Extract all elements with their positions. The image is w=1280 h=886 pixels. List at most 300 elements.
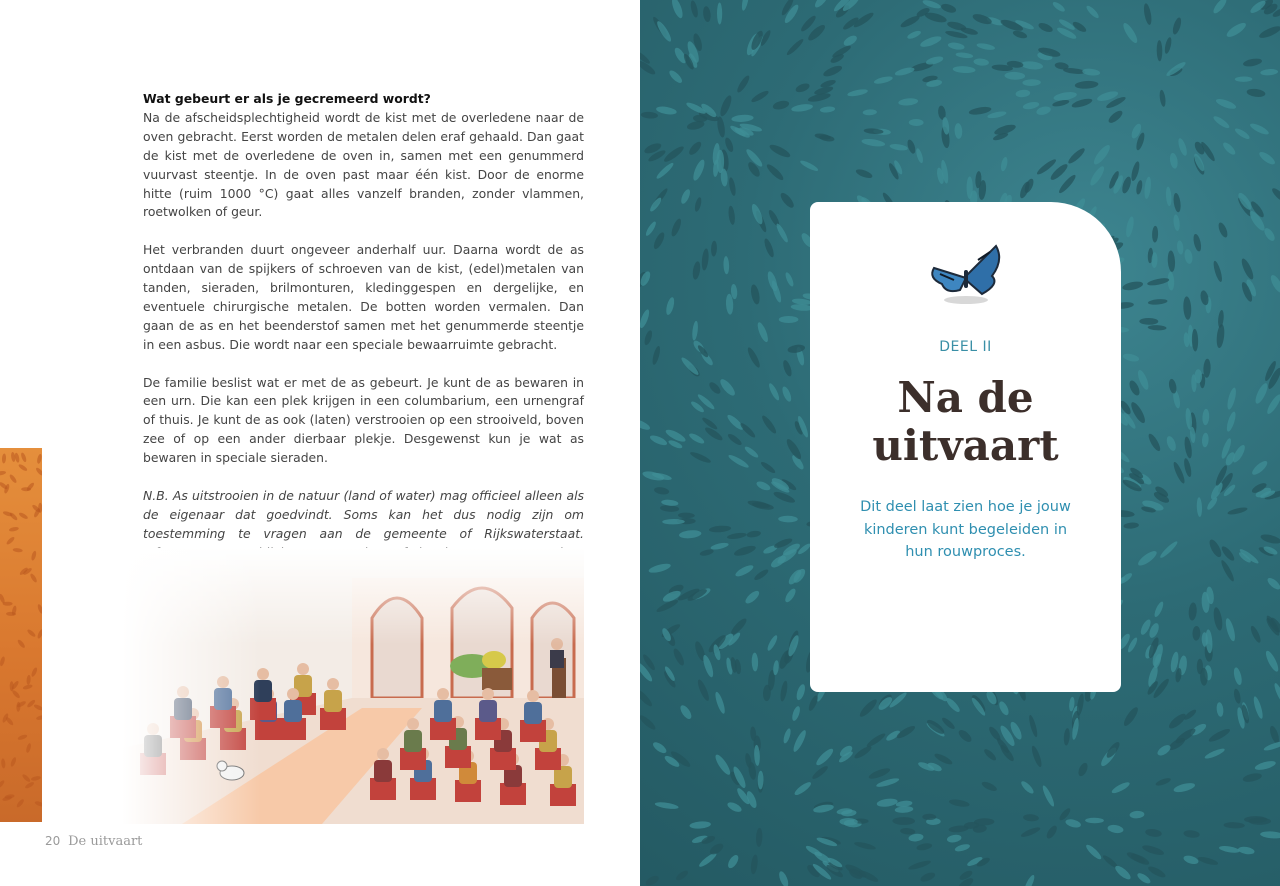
pattern-leaf	[701, 248, 710, 271]
pattern-leaf	[735, 74, 751, 94]
pattern-leaf	[640, 687, 654, 708]
pattern-leaf	[1215, 97, 1237, 111]
body-text	[143, 90, 584, 600]
pattern-leaf	[655, 20, 673, 44]
pattern-leaf	[813, 0, 831, 9]
pattern-leaf	[783, 587, 797, 604]
pattern-leaf	[644, 874, 660, 886]
pattern-leaf	[782, 728, 792, 745]
pattern-leaf	[919, 34, 943, 49]
pattern-leaf	[1155, 777, 1172, 788]
pattern-leaf	[1136, 871, 1152, 885]
pattern-leaf	[1157, 40, 1163, 61]
pattern-leaf	[741, 0, 750, 11]
pattern-leaf	[906, 29, 922, 40]
pattern-leaf	[760, 460, 777, 474]
pattern-leaf	[672, 647, 686, 667]
pattern-leaf	[1165, 435, 1178, 452]
pattern-leaf	[1174, 726, 1198, 745]
pattern-leaf	[750, 854, 759, 874]
butterfly-icon	[926, 240, 1006, 310]
pattern-leaf	[648, 196, 663, 213]
pattern-leaf	[640, 713, 657, 731]
pattern-leaf	[36, 629, 42, 640]
pattern-leaf	[795, 683, 807, 701]
pattern-leaf	[760, 414, 778, 435]
pattern-leaf	[25, 743, 32, 754]
pattern-leaf	[1212, 260, 1224, 283]
pattern-leaf	[26, 628, 36, 638]
pattern-leaf	[33, 703, 42, 711]
pattern-leaf	[16, 798, 25, 808]
pattern-leaf	[1234, 127, 1251, 141]
pattern-leaf	[1270, 186, 1280, 203]
pattern-leaf	[1192, 329, 1199, 352]
pattern-leaf	[713, 753, 732, 777]
pattern-leaf	[640, 270, 652, 287]
pattern-leaf	[680, 356, 701, 377]
pattern-leaf	[1127, 379, 1141, 397]
pattern-leaf	[955, 52, 973, 59]
pattern-leaf	[1252, 696, 1264, 720]
pattern-leaf	[919, 871, 936, 884]
pattern-leaf	[734, 563, 755, 578]
pattern-leaf	[1196, 497, 1202, 517]
pattern-leaf	[1159, 90, 1167, 108]
pattern-leaf	[9, 526, 20, 532]
pattern-leaf	[1147, 864, 1167, 879]
pattern-leaf	[1225, 20, 1248, 39]
pattern-leaf	[791, 103, 814, 113]
pattern-leaf	[968, 106, 992, 117]
pattern-leaf	[651, 740, 668, 755]
pattern-leaf	[1176, 240, 1184, 255]
pattern-leaf	[1169, 152, 1179, 169]
pattern-leaf	[1022, 101, 1040, 111]
pattern-leaf	[967, 176, 973, 199]
pattern-leaf	[1123, 522, 1139, 529]
pattern-leaf	[756, 321, 770, 343]
pattern-leaf	[781, 385, 793, 402]
pattern-leaf	[1113, 864, 1132, 882]
pattern-leaf	[954, 843, 971, 853]
pattern-leaf	[1165, 186, 1172, 206]
pattern-leaf	[1019, 779, 1035, 795]
pattern-leaf	[1091, 143, 1112, 167]
pattern-leaf	[1249, 122, 1270, 137]
pattern-leaf	[670, 0, 685, 19]
pattern-leaf	[640, 308, 651, 329]
pattern-leaf	[793, 780, 813, 797]
pattern-leaf	[688, 432, 706, 446]
pattern-leaf	[726, 432, 743, 447]
pattern-leaf	[1212, 607, 1224, 632]
pattern-leaf	[0, 470, 6, 476]
pattern-leaf	[731, 114, 754, 123]
pattern-leaf	[908, 859, 932, 871]
pattern-leaf	[644, 220, 657, 237]
pattern-leaf	[787, 344, 806, 355]
chapter-title-line-1: Na de	[897, 373, 1034, 422]
pattern-leaf	[763, 237, 776, 258]
pattern-leaf	[1217, 221, 1229, 238]
pattern-leaf	[727, 532, 747, 540]
pattern-leaf	[739, 421, 757, 439]
pattern-leaf	[1023, 814, 1039, 822]
pattern-leaf	[756, 828, 763, 847]
pattern-leaf	[26, 675, 31, 685]
pattern-leaf	[1051, 0, 1066, 13]
pattern-leaf	[1110, 780, 1131, 795]
pattern-leaf	[799, 159, 819, 173]
pattern-leaf	[915, 148, 924, 164]
pattern-leaf	[1057, 173, 1077, 195]
pattern-leaf	[1167, 711, 1188, 731]
pattern-leaf	[718, 94, 733, 118]
pattern-leaf	[1264, 649, 1280, 673]
pattern-leaf	[1183, 296, 1192, 320]
pattern-leaf	[1172, 193, 1181, 213]
pattern-leaf	[779, 680, 789, 702]
pattern-leaf	[777, 870, 790, 886]
pattern-leaf	[1197, 855, 1219, 866]
pattern-leaf	[749, 284, 761, 305]
pattern-leaf	[858, 697, 879, 719]
pattern-leaf	[1125, 216, 1136, 238]
pattern-leaf	[854, 841, 877, 852]
pattern-leaf	[714, 691, 727, 715]
pattern-leaf	[766, 634, 779, 652]
page-number: 20	[45, 834, 61, 848]
pattern-leaf	[1204, 747, 1226, 760]
pattern-leaf	[648, 562, 672, 575]
pattern-leaf	[0, 656, 6, 667]
pattern-leaf	[957, 728, 974, 744]
pattern-leaf	[1253, 382, 1270, 405]
pattern-leaf	[855, 168, 874, 180]
pattern-leaf	[1173, 781, 1196, 794]
pattern-leaf	[1020, 826, 1041, 839]
pattern-leaf	[696, 678, 711, 702]
page-footer	[45, 834, 142, 849]
pattern-leaf	[839, 818, 858, 826]
pattern-leaf	[1041, 784, 1056, 807]
pattern-leaf	[1250, 459, 1269, 477]
pattern-leaf	[898, 97, 918, 106]
pattern-leaf	[1129, 810, 1144, 818]
pattern-leaf	[954, 123, 963, 139]
pattern-leaf	[1258, 24, 1280, 40]
pattern-leaf	[1148, 298, 1168, 305]
pattern-leaf	[750, 89, 770, 104]
pattern-leaf	[1152, 226, 1159, 243]
pattern-leaf	[997, 700, 1010, 717]
pattern-leaf	[710, 542, 729, 551]
pattern-leaf	[1260, 68, 1278, 75]
pattern-leaf	[1242, 57, 1262, 67]
pattern-leaf	[973, 58, 989, 66]
pattern-leaf	[753, 568, 770, 582]
pattern-leaf	[1257, 150, 1276, 167]
chapter-card	[810, 202, 1121, 692]
pattern-leaf	[784, 271, 795, 287]
pattern-leaf	[743, 445, 759, 459]
pattern-leaf	[31, 775, 42, 781]
pattern-leaf	[971, 12, 993, 26]
pattern-leaf	[30, 550, 37, 561]
chapter-subtitle: Dit deel laat zien hoe je jouw kinderen kunt begeleiden in hun rouwproces.	[860, 499, 1071, 560]
pattern-leaf	[1153, 600, 1165, 618]
paragraph-ash-processing: Het verbranden duurt ongeveer anderhalf uur. Daarna wordt de as ontdaan van de spijkers of schroeven van de kist, (edel)metalen van tanden, sieraden, brilmonturen, kledinggespen en dergelijke, en eventuele chirurgische metalen. De botten worden vermalen. Dan gaan de as en het beenderstof samen met het genummerde steentje in een asbus. Die wordt naar een speciale bewaarruimte gebracht.	[143, 242, 584, 352]
pattern-leaf	[662, 144, 685, 164]
pattern-leaf	[655, 161, 675, 180]
pattern-leaf	[711, 241, 718, 257]
pattern-leaf	[909, 119, 924, 126]
pattern-leaf	[1246, 88, 1266, 98]
pattern-leaf	[1224, 617, 1237, 642]
pattern-leaf	[814, 747, 835, 768]
pattern-leaf	[679, 188, 691, 205]
pattern-leaf	[692, 261, 702, 280]
pattern-leaf	[916, 842, 933, 851]
pattern-leaf	[707, 380, 722, 395]
pattern-leaf	[1122, 705, 1141, 727]
right-page	[640, 0, 1280, 886]
pattern-leaf	[1266, 576, 1280, 591]
pattern-leaf	[863, 109, 877, 116]
pattern-leaf	[1183, 829, 1200, 838]
pattern-leaf	[34, 800, 42, 807]
pattern-leaf	[24, 781, 35, 790]
pattern-leaf	[1220, 545, 1236, 563]
pattern-leaf	[775, 222, 790, 243]
pattern-leaf	[1030, 745, 1043, 768]
pattern-leaf	[768, 142, 792, 159]
pattern-leaf	[889, 143, 908, 152]
paragraph-ash-options: De familie beslist wat er met de as gebeurt. Je kunt de as bewaren in een urn. Die kan een plek krijgen in een columbarium, een urnengraf of thuis. Je kunt de as ook (laten) verstrooien op een strooiveld, boven zee of op een ander dierbaar plekje. Desgewenst kun je wat as bewaren in speciale sieraden.	[143, 374, 584, 466]
pattern-leaf	[3, 602, 13, 606]
pattern-leaf	[651, 345, 661, 365]
pattern-leaf	[1242, 772, 1263, 784]
pattern-leaf	[1130, 161, 1141, 182]
pattern-leaf	[949, 798, 971, 808]
chapter-title-line-2: uitvaart	[872, 421, 1059, 470]
pattern-leaf	[1141, 843, 1165, 856]
pattern-leaf	[1224, 822, 1245, 829]
pattern-leaf	[1183, 854, 1200, 866]
pattern-leaf	[794, 82, 810, 94]
pattern-leaf	[640, 418, 651, 432]
pattern-leaf	[1, 758, 6, 768]
pattern-leaf	[1221, 141, 1237, 157]
pattern-leaf	[1065, 818, 1082, 829]
pattern-leaf	[765, 162, 785, 182]
pattern-leaf	[1066, 146, 1086, 165]
pattern-leaf	[1088, 164, 1106, 187]
pattern-leaf	[868, 766, 892, 781]
pattern-leaf	[1184, 248, 1194, 264]
note-paragraph: N.B. As uitstrooien in de natuur (land of water) mag officieel alleen als de eigenaar dat goedvindt. Soms kan het dus nodig zijn om toestemming te vragen aan de gemeente of Rijkswaterstaat.	[143, 487, 584, 541]
pattern-leaf	[694, 197, 703, 213]
pattern-leaf	[947, 41, 965, 50]
pattern-leaf	[1167, 250, 1176, 272]
pattern-leaf	[1107, 824, 1124, 834]
pattern-leaf	[656, 105, 678, 116]
pattern-leaf	[847, 88, 868, 98]
pattern-leaf	[772, 490, 796, 505]
pattern-leaf	[1219, 559, 1235, 583]
pattern-leaf	[1188, 602, 1197, 621]
pattern-leaf	[1165, 60, 1187, 78]
pattern-leaf	[1147, 432, 1163, 452]
pattern-leaf	[1164, 37, 1173, 55]
pattern-leaf	[726, 853, 740, 870]
pattern-leaf	[1173, 214, 1181, 231]
pattern-leaf	[1035, 105, 1051, 116]
footer-section-title: De uitvaart	[68, 834, 143, 849]
pattern-leaf	[1107, 109, 1125, 125]
pattern-leaf	[755, 480, 771, 492]
pattern-leaf	[1063, 728, 1070, 746]
pattern-leaf	[36, 454, 42, 465]
pattern-leaf	[779, 316, 799, 323]
pattern-leaf	[876, 777, 900, 789]
pattern-leaf	[691, 321, 699, 341]
pattern-leaf	[665, 296, 676, 315]
pattern-leaf	[1045, 824, 1059, 840]
pattern-leaf	[1122, 352, 1140, 363]
pattern-leaf	[746, 346, 762, 369]
pattern-leaf	[18, 463, 29, 472]
pattern-leaf	[1021, 60, 1044, 70]
pattern-leaf	[1135, 180, 1143, 195]
pattern-leaf	[1167, 272, 1175, 291]
pattern-leaf	[976, 42, 995, 51]
pattern-leaf	[892, 817, 915, 825]
pattern-leaf	[1219, 845, 1241, 854]
pattern-leaf	[17, 639, 26, 649]
orange-pattern	[0, 448, 42, 822]
pattern-leaf	[899, 14, 921, 30]
pattern-leaf	[701, 654, 715, 678]
pattern-leaf	[679, 529, 702, 539]
pattern-leaf	[10, 757, 17, 768]
pattern-leaf	[1122, 280, 1144, 292]
pattern-leaf	[953, 66, 976, 74]
pattern-leaf	[1216, 702, 1224, 717]
pattern-leaf	[667, 69, 683, 85]
pattern-leaf	[1268, 725, 1280, 744]
pattern-leaf	[1022, 79, 1041, 86]
pattern-leaf	[778, 516, 798, 523]
pattern-leaf	[1265, 393, 1280, 416]
pattern-leaf	[1216, 324, 1226, 349]
pattern-leaf	[8, 474, 17, 484]
pattern-leaf	[1260, 533, 1280, 546]
pattern-leaf	[654, 486, 670, 495]
pattern-leaf	[699, 548, 714, 557]
pattern-leaf	[1207, 538, 1223, 559]
pattern-leaf	[678, 703, 693, 720]
pattern-leaf	[670, 217, 683, 237]
pattern-leaf	[983, 747, 998, 762]
pattern-leaf	[728, 205, 736, 225]
pattern-leaf	[675, 869, 690, 882]
pattern-leaf	[941, 716, 957, 731]
pattern-leaf	[1232, 667, 1243, 686]
pattern-leaf	[728, 177, 737, 197]
pattern-leaf	[1121, 21, 1140, 45]
pattern-leaf	[12, 548, 22, 553]
pattern-leaf	[1147, 277, 1170, 287]
pattern-leaf	[5, 536, 15, 546]
pattern-leaf	[785, 37, 805, 56]
pattern-leaf	[1192, 233, 1202, 252]
pattern-leaf	[1202, 409, 1210, 426]
pattern-leaf	[1071, 97, 1093, 109]
pattern-leaf	[35, 467, 42, 477]
pattern-leaf	[689, 450, 712, 464]
pattern-leaf	[643, 329, 654, 346]
pattern-leaf	[652, 231, 667, 251]
pattern-leaf	[1177, 137, 1189, 156]
pattern-leaf	[17, 734, 28, 741]
pattern-leaf	[1143, 3, 1153, 26]
pattern-leaf	[1268, 273, 1280, 294]
pattern-leaf	[1159, 540, 1179, 560]
pattern-leaf	[1148, 325, 1167, 331]
paragraph-cremation-process: Na de afscheidsplechtigheid wordt de kist met de overledene naar de oven gebracht. Eerst worden de metalen delen eraf gehaald. Dan gaat de kist met de overledene de oven in, samen met een genummerd vuurvast steentje. In de oven past maar één kist. Door de enorme hitte (ruim 1000 °C) gaat alles vanzelf branden, zonder vlammen, roetwolken of geur.	[143, 109, 584, 220]
pattern-leaf	[772, 99, 790, 111]
pattern-leaf	[813, 850, 832, 865]
pattern-leaf	[727, 453, 750, 469]
pattern-leaf	[865, 732, 886, 749]
pattern-leaf	[1207, 727, 1231, 744]
pattern-leaf	[987, 110, 1007, 119]
pattern-leaf	[661, 499, 679, 507]
pattern-leaf	[1212, 114, 1231, 130]
pattern-leaf	[726, 413, 746, 432]
pattern-leaf	[1273, 682, 1280, 705]
pattern-leaf	[767, 382, 781, 401]
pattern-leaf	[2, 453, 7, 463]
pattern-leaf	[751, 653, 758, 672]
pattern-leaf	[1004, 72, 1025, 80]
pattern-leaf	[842, 34, 859, 48]
funeral-ceremony-illustration	[122, 548, 584, 824]
pattern-leaf	[1000, 156, 1009, 172]
pattern-leaf	[1139, 318, 1158, 325]
pattern-leaf	[873, 75, 893, 85]
pattern-leaf	[1037, 21, 1054, 34]
pattern-leaf	[791, 729, 808, 753]
pattern-leaf	[1084, 843, 1103, 861]
pattern-leaf	[0, 779, 6, 789]
pattern-leaf	[733, 544, 757, 558]
pattern-leaf	[1211, 0, 1228, 15]
pattern-leaf	[746, 530, 761, 538]
pattern-leaf	[861, 138, 886, 148]
pattern-leaf	[1082, 68, 1101, 77]
pattern-leaf	[726, 800, 743, 813]
pattern-leaf	[900, 828, 916, 836]
pattern-leaf	[1015, 89, 1030, 98]
pattern-leaf	[1156, 743, 1173, 758]
pattern-leaf	[687, 140, 703, 157]
pattern-leaf	[1202, 432, 1210, 447]
pattern-leaf	[1238, 846, 1256, 856]
pattern-leaf	[1136, 549, 1159, 568]
